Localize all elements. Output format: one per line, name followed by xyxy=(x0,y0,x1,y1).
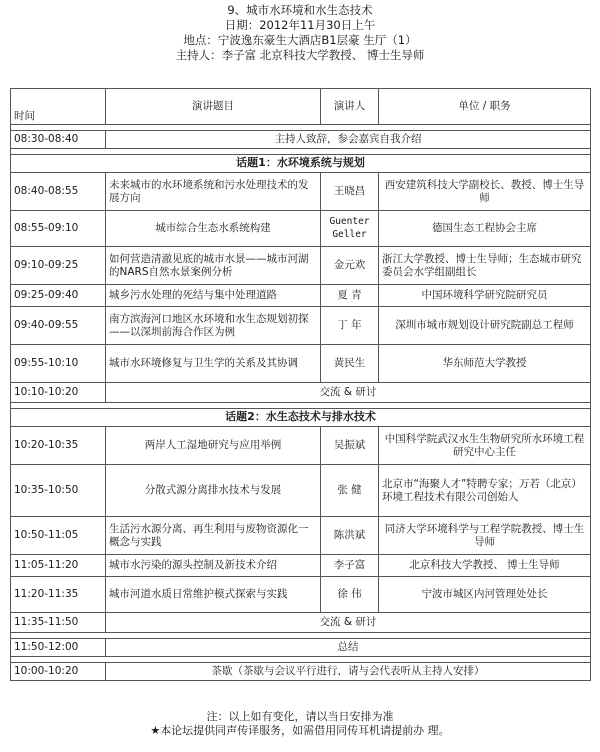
title-cell: 城市水污染的源头控制及新技术介绍 xyxy=(106,555,321,577)
org-cell: 浙江大学教授、博士生导师；生态城市研究委员会水学组副组长 xyxy=(379,247,591,285)
summary-cell: 总结 xyxy=(106,639,591,657)
schedule-table xyxy=(10,88,591,681)
table-row xyxy=(11,383,591,403)
time-cell: 10:20-10:35 xyxy=(11,427,106,465)
column-header-speaker: 演讲人 xyxy=(321,89,379,125)
org-cell: 德国生态工程协会主席 xyxy=(379,211,591,247)
title-cell: 两岸人工湿地研究与应用举例 xyxy=(106,427,321,465)
org-cell: 北京科技大学教授、 博士生导师 xyxy=(379,555,591,577)
table-row xyxy=(11,465,591,517)
time-cell: 10:00-10:20 xyxy=(11,663,106,681)
table-row xyxy=(11,345,591,383)
page-footer xyxy=(0,710,600,738)
org-cell: 中国环境科学研究院研究员 xyxy=(379,285,591,307)
time-cell: 11:05-11:20 xyxy=(11,555,106,577)
column-header-title: 演讲题目 xyxy=(106,89,321,125)
table-row xyxy=(11,427,591,465)
time-cell: 09:25-09:40 xyxy=(11,285,106,307)
title-cell: 城市水环境修复与卫生学的关系及其协调 xyxy=(106,345,321,383)
session-title: 9、城市水环境和水生态技术 xyxy=(227,3,373,17)
column-header-time: 时间 xyxy=(11,89,106,125)
speaker-cell: 黄民生 xyxy=(321,345,379,383)
session-date: 日期：2012年11月30日上午 xyxy=(224,18,376,32)
org-cell: 西安建筑科技大学副校长、教授、博士生导师 xyxy=(379,173,591,211)
session-location: 地点：宁波逸东豪生大酒店B1层豪 生厅（1） xyxy=(183,33,417,47)
time-cell: 11:35-11:50 xyxy=(11,613,106,633)
time-cell: 11:50-12:00 xyxy=(11,639,106,657)
speaker-cell: Guenter Geller xyxy=(321,211,379,247)
title-cell: 城市综合生态水系统构建 xyxy=(106,211,321,247)
speaker-cell: 金元欢 xyxy=(321,247,379,285)
title-cell: 城市河道水质日常维护模式探索与实践 xyxy=(106,577,321,613)
time-cell: 08:55-09:10 xyxy=(11,211,106,247)
session-host: 主持人：李子富 北京科技大学教授、 博士生导师 xyxy=(175,48,425,62)
speaker-cell: 陈洪斌 xyxy=(321,517,379,555)
table-row xyxy=(11,307,591,345)
table-row xyxy=(11,173,591,211)
opening-cell: 主持人致辞，参会嘉宾自我介绍 xyxy=(106,131,591,149)
time-cell: 10:50-11:05 xyxy=(11,517,106,555)
table-row xyxy=(11,211,591,247)
speaker-cell: 王晓昌 xyxy=(321,173,379,211)
org-cell: 深圳市城市规划设计研究院副总工程师 xyxy=(379,307,591,345)
org-cell: 华东师范大学教授 xyxy=(379,345,591,383)
speaker-cell: 张 健 xyxy=(321,465,379,517)
title-cell: 未来城市的水环境系统和污水处理技术的发展方向 xyxy=(106,173,321,211)
title-cell: 生活污水源分离、再生利用与废物资源化一概念与实践 xyxy=(106,517,321,555)
title-cell: 南方滨海河口地区水环境和水生态规划初探——以深圳前海合作区为例 xyxy=(106,307,321,345)
time-cell: 10:10-10:20 xyxy=(11,383,106,403)
table-row xyxy=(11,663,591,681)
speaker-cell: 夏 青 xyxy=(321,285,379,307)
topic-row xyxy=(11,409,591,427)
column-header-org: 单位 / 职务 xyxy=(379,89,591,125)
table-row xyxy=(11,639,591,657)
speaker-cell: 李子富 xyxy=(321,555,379,577)
topic-row xyxy=(11,155,591,173)
title-cell: 城乡污水处理的死结与集中处理道路 xyxy=(106,285,321,307)
title-cell: 分散式源分离排水技术与发展 xyxy=(106,465,321,517)
table-row xyxy=(11,613,591,633)
speaker-cell: 吴振斌 xyxy=(321,427,379,465)
break-cell: 交流 & 研讨 xyxy=(106,383,591,403)
org-cell: 宁波市城区内河管理处处长 xyxy=(379,577,591,613)
tea-cell: 茶歇（茶歇与会议平行进行，请与会代表听从主持人安排） xyxy=(106,663,591,681)
table-row xyxy=(11,285,591,307)
time-cell: 09:40-09:55 xyxy=(11,307,106,345)
time-cell: 10:35-10:50 xyxy=(11,465,106,517)
org-cell: 中国科学院武汉水生生物研究所水环境工程研究中心主任 xyxy=(379,427,591,465)
speaker-cell: 丁 年 xyxy=(321,307,379,345)
table-row xyxy=(11,577,591,613)
time-cell: 08:40-08:55 xyxy=(11,173,106,211)
topic-heading: 话题2：水生态技术与排水技术 xyxy=(11,409,591,427)
footer-note: ★本论坛提供同声传译服务，如需借用同传耳机请提前办 理。 xyxy=(150,724,450,737)
page-header xyxy=(0,0,600,63)
org-cell: 同济大学环境科学与工程学院教授、博士生导师 xyxy=(379,517,591,555)
time-cell: 11:20-11:35 xyxy=(11,577,106,613)
table-row xyxy=(11,247,591,285)
table-row xyxy=(11,131,591,149)
org-cell: 北京市“海聚人才”特聘专家；万若（北京）环境工程技术有限公司创始人 xyxy=(379,465,591,517)
time-cell: 09:55-10:10 xyxy=(11,345,106,383)
topic-heading: 话题1：水环境系统与规划 xyxy=(11,155,591,173)
title-cell: 如何营造清澈见底的城市水景——城市河湖的NARS自然水景案例分析 xyxy=(106,247,321,285)
footer-note: 注：以上如有变化，请以当日安排为准 xyxy=(206,710,394,723)
break-cell: 交流 & 研讨 xyxy=(106,613,591,633)
table-row xyxy=(11,555,591,577)
table-header-row xyxy=(11,89,591,125)
table-row xyxy=(11,517,591,555)
time-cell: 08:30-08:40 xyxy=(11,131,106,149)
speaker-cell: 徐 伟 xyxy=(321,577,379,613)
time-cell: 09:10-09:25 xyxy=(11,247,106,285)
